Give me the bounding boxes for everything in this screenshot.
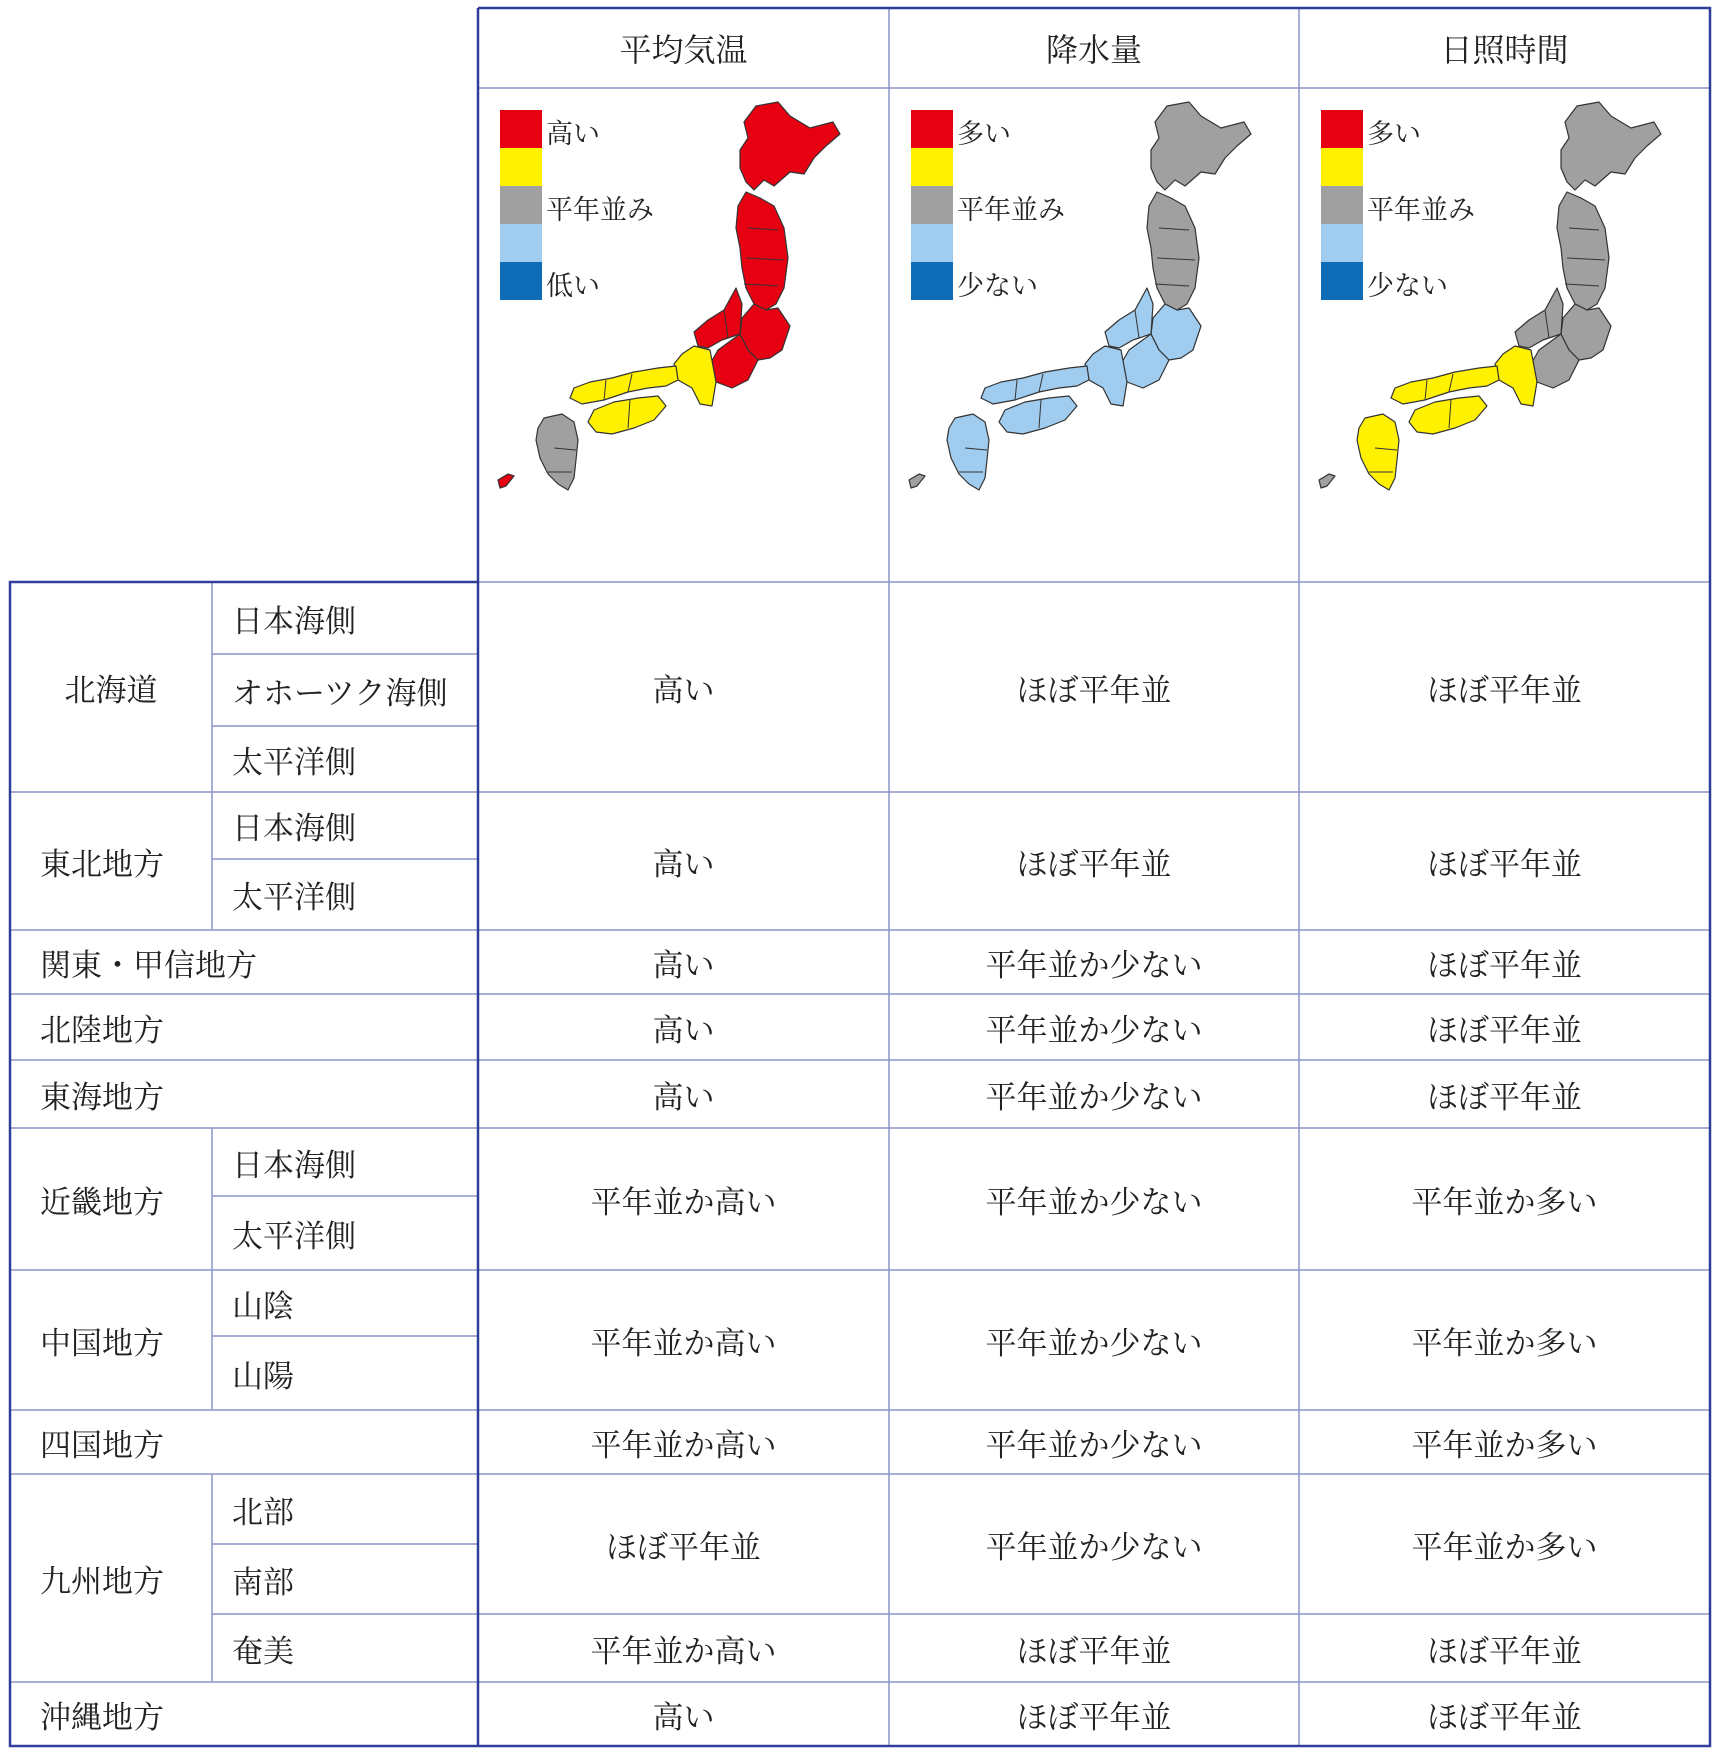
- map-region-shikoku: [1409, 396, 1487, 434]
- cell-shikoku-sunshine: 平年並か多い: [1411, 1427, 1598, 1464]
- map-region-okinawa: [498, 474, 514, 488]
- cell-hokkaido-precipitation: ほぼ平年並: [1016, 672, 1172, 709]
- column-header-precipitation: 降水量: [1045, 31, 1142, 69]
- map-region-hokkaido: [1151, 102, 1251, 190]
- cell-kyushu-temperature: ほぼ平年並: [606, 1529, 761, 1566]
- legend-label-top: 多い: [1367, 119, 1421, 150]
- legend-label-top: 多い: [957, 119, 1011, 150]
- map-region-okinawa: [909, 474, 925, 488]
- cell-hokkaido-temperature: 高い: [652, 672, 715, 709]
- japan-map: [478, 88, 889, 582]
- cell-kyushu-sunshine: 平年並か多い: [1411, 1529, 1598, 1566]
- map-region-kinki: [674, 346, 716, 406]
- map-region-kinki: [1085, 346, 1127, 406]
- map-region-shikoku: [588, 396, 666, 434]
- cell-shikoku-precipitation: 平年並か少ない: [985, 1427, 1203, 1464]
- legend-label-bottom: 低い: [546, 271, 600, 302]
- region-label-hokuriku: 北陸地方: [40, 1012, 164, 1049]
- cell-kinki-sunshine: 平年並か多い: [1411, 1184, 1598, 1221]
- legend-label-bottom: 少ない: [1367, 271, 1448, 302]
- cell-okinawa-precipitation: ほぼ平年並: [1016, 1699, 1172, 1736]
- cell-shikoku-temperature: 平年並か高い: [590, 1427, 777, 1464]
- cell-chugoku-sunshine: 平年並か多い: [1411, 1325, 1598, 1362]
- column-header-temperature: 平均気温: [619, 31, 748, 69]
- map-region-okinawa: [1319, 474, 1335, 488]
- sub-label-tohoku-pacific: 太平洋側: [232, 880, 356, 916]
- cell-tohoku-precipitation: ほぼ平年並: [1016, 846, 1172, 883]
- cell-kyushu-precipitation: 平年並か少ない: [985, 1529, 1203, 1566]
- sub-label-kinki-sea-of-japan: 日本海側: [232, 1147, 356, 1184]
- cell-amami-precipitation: ほぼ平年並: [1016, 1633, 1172, 1670]
- map-region-chugoku: [570, 366, 678, 404]
- cell-kinki-temperature: 平年並か高い: [590, 1184, 777, 1221]
- sub-label-kyushu-north: 北部: [232, 1494, 294, 1531]
- cell-okinawa-temperature: 高い: [652, 1699, 715, 1736]
- sub-label-hokkaido-sea-of-japan: 日本海側: [232, 603, 356, 640]
- sub-label-kyushu-amami: 奄美: [232, 1633, 294, 1670]
- region-label-kyushu: 九州地方: [40, 1563, 164, 1600]
- region-label-chugoku: 中国地方: [40, 1325, 164, 1362]
- cell-hokkaido-sunshine: ほぼ平年並: [1427, 672, 1582, 709]
- cell-tokai-temperature: 高い: [652, 1079, 715, 1116]
- cell-hokuriku-temperature: 高い: [652, 1012, 715, 1049]
- cell-hokuriku-precipitation: 平年並か少ない: [985, 1012, 1203, 1049]
- map-region-shikoku: [999, 396, 1077, 434]
- map-region-hokkaido: [740, 102, 840, 190]
- map-region-kyushu: [1357, 414, 1399, 490]
- sub-label-hokkaido-okhotsk: オホーツク海側: [232, 675, 448, 712]
- region-label-shikoku: 四国地方: [40, 1427, 164, 1464]
- japan-map: [1299, 88, 1710, 582]
- sub-label-chugoku-sanyo: 山陽: [232, 1358, 294, 1395]
- cell-chugoku-precipitation: 平年並か少ない: [985, 1325, 1203, 1362]
- legend-label-top: 高い: [546, 119, 600, 150]
- legend-label-bottom: 少ない: [957, 271, 1038, 302]
- cell-kanto-temperature: 高い: [652, 947, 715, 984]
- cell-chugoku-temperature: 平年並か高い: [590, 1325, 777, 1362]
- region-label-okinawa: 沖縄地方: [40, 1699, 164, 1736]
- legend-label-middle: 平年並み: [546, 195, 654, 226]
- map-panel-sunshine: [1299, 88, 1710, 582]
- legend-label-middle: 平年並み: [957, 195, 1065, 226]
- map-region-tohoku: [1147, 192, 1199, 310]
- japan-map: [889, 88, 1300, 582]
- cell-kanto-sunshine: ほぼ平年並: [1427, 947, 1582, 984]
- region-label-hokkaido: 北海道: [64, 672, 158, 709]
- map-region-chugoku: [1391, 366, 1499, 404]
- cell-tohoku-sunshine: ほぼ平年並: [1427, 846, 1582, 883]
- region-label-kinki: 近畿地方: [40, 1184, 164, 1221]
- cell-kanto-precipitation: 平年並か少ない: [985, 947, 1203, 984]
- region-label-tohoku: 東北地方: [40, 846, 164, 883]
- cell-tohoku-temperature: 高い: [652, 846, 715, 883]
- legend-label-middle: 平年並み: [1367, 195, 1475, 226]
- map-panel-precipitation: [889, 88, 1299, 582]
- map-region-tohoku: [1557, 192, 1609, 310]
- cell-amami-sunshine: ほぼ平年並: [1427, 1633, 1582, 1670]
- cell-kinki-precipitation: 平年並か少ない: [985, 1184, 1203, 1221]
- sub-label-kyushu-south: 南部: [232, 1564, 294, 1601]
- map-region-kyushu: [947, 414, 989, 490]
- region-label-tokai: 東海地方: [40, 1079, 164, 1116]
- map-region-kyushu: [536, 414, 578, 490]
- region-label-kanto: 関東・甲信地方: [40, 947, 257, 984]
- cell-okinawa-sunshine: ほぼ平年並: [1427, 1699, 1582, 1736]
- sub-label-kinki-pacific: 太平洋側: [232, 1218, 356, 1255]
- map-panel-temperature: [478, 88, 889, 582]
- cell-amami-temperature: 平年並か高い: [590, 1633, 777, 1670]
- cell-hokuriku-sunshine: ほぼ平年並: [1427, 1012, 1582, 1049]
- sub-label-chugoku-sanin: 山陰: [232, 1288, 294, 1325]
- map-region-kinki: [1495, 346, 1537, 406]
- map-region-tohoku: [736, 192, 788, 310]
- cell-tokai-sunshine: ほぼ平年並: [1427, 1079, 1582, 1116]
- sub-label-hokkaido-pacific: 太平洋側: [232, 744, 356, 781]
- map-region-hokkaido: [1561, 102, 1661, 190]
- map-region-chugoku: [981, 366, 1089, 404]
- cell-tokai-precipitation: 平年並か少ない: [985, 1079, 1203, 1116]
- column-header-sunshine: 日照時間: [1440, 31, 1569, 69]
- sub-label-tohoku-sea-of-japan: 日本海側: [232, 811, 356, 847]
